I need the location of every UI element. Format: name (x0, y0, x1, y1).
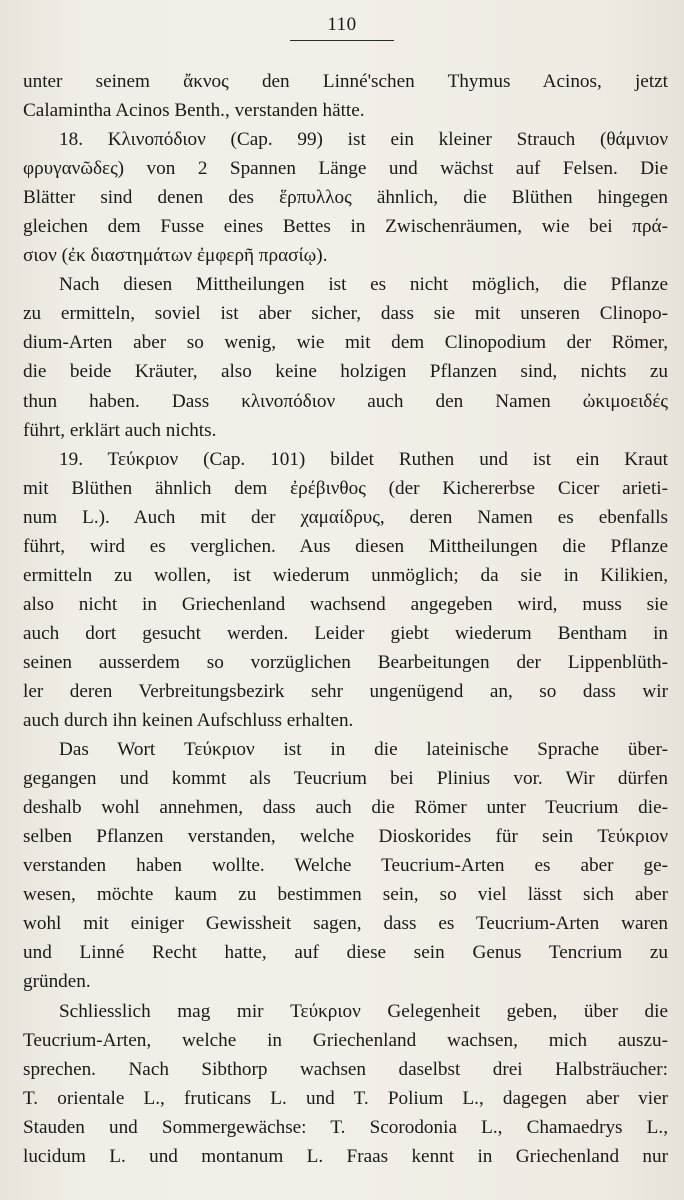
text-line: also nicht in Griechenland wachsend angegeben wird, muss sie (23, 593, 668, 615)
text-line: Teucrium-Arten, welche in Griechenland wachsen, mich auszu- (23, 1029, 668, 1051)
text-line: num L.). Auch mit der χαμαίδρυς, deren Namen es ebenfalls (23, 506, 668, 528)
text-line: zu ermitteln, soviel ist aber sicher, dass sie mit unseren Clinopo- (23, 303, 668, 325)
text-line: die beide Kräuter, also keine holzigen Pflanzen sind, nichts zu (23, 361, 668, 383)
text-line: gleichen dem Fusse eines Bettes in Zwischenräumen, wie bei πρά- (23, 216, 668, 238)
text-line: gründen. (23, 971, 91, 993)
text-line: T. orientale L., fruticans L. und T. Polium L., dagegen aber vier (23, 1087, 668, 1109)
text-line: σιον (ἐκ διαστημάτων ἐμφερῆ πρασίῳ). (23, 245, 328, 267)
text-line: 19. Τεύκριον (Cap. 101) bildet Ruthen und ist ein Kraut (59, 448, 668, 470)
text-line: dium-Arten aber so wenig, wie mit dem Clinopodium der Römer, (23, 332, 668, 354)
text-line: unter seinem ἄκνος den Linné'schen Thymus Acinos, jetzt (23, 71, 668, 92)
text-line: lucidum L. und montanum L. Fraas kennt in Griechenland nur (23, 1145, 668, 1167)
text-line: ler deren Verbreitungsbezirk sehr ungenügend an, so dass wir (23, 680, 668, 702)
text-line: sprechen. Nach Sibthorp wachsen daselbst drei Halbsträucher: (23, 1058, 668, 1080)
text-line: seinen ausserdem so vorzüglichen Bearbeitungen der Lippenblüth- (23, 651, 668, 673)
text-line: Blätter sind denen des ἕρπυλλος ähnlich, die Blüthen hingegen (23, 187, 668, 209)
text-line: φρυγανῶδες) von 2 Spannen Länge und wächst auf Felsen. Die (23, 158, 668, 180)
text-line: verstanden haben wollte. Welche Teucrium-Arten es aber ge- (23, 855, 668, 877)
text-line: und Linné Recht hatte, auf diese sein Genus Tencrium zu (23, 942, 668, 964)
text-line: ermitteln zu wollen, ist wiederum unmöglich; da sie in Kilikien, (23, 564, 668, 586)
text-line: thun haben. Dass κλινοπόδιον auch den Namen ὠκιμοειδές (23, 390, 668, 412)
page-number: 110 (327, 14, 357, 35)
text-line: Nach diesen Mittheilungen ist es nicht möglich, die Pflanze (59, 274, 668, 296)
text-line: Stauden und Sommergewächse: T. Scorodonia L., Chamaedrys L., (23, 1116, 668, 1138)
header-rule (290, 40, 394, 41)
text-line: wohl mit einiger Gewissheit sagen, dass es Teucrium-Arten waren (23, 913, 668, 935)
text-line: auch dort gesucht werden. Leider giebt wiederum Bentham in (23, 622, 668, 644)
text-line: gegangen und kommt als Teucrium bei Plinius vor. Wir dürfen (23, 768, 668, 790)
text-line: selben Pflanzen verstanden, welche Dioskorides für sein Τεύκριον (23, 826, 668, 848)
text-line: deshalb wohl annehmen, dass auch die Römer unter Teucrium die- (23, 797, 668, 819)
text-line: Das Wort Τεύκριον ist in die lateinische Sprache über- (59, 739, 668, 761)
body-text (23, 67, 668, 1171)
text-line: führt, erklärt auch nichts. (23, 419, 217, 441)
text-line: mit Blüthen ähnlich dem ἐρέβινθος (der Kichererbse Cicer arieti- (23, 477, 668, 499)
text-line: 18. Κλινοπόδιον (Cap. 99) ist ein kleiner Strauch (θάμνιον (59, 129, 668, 151)
text-line: Schliesslich mag mir Τεύκριον Gelegenheit geben, über die (59, 1000, 668, 1022)
text-line: auch durch ihn keinen Aufschluss erhalten. (23, 710, 354, 732)
text-line: Calamintha Acinos Benth., verstanden hätte. (23, 100, 365, 122)
text-line: wesen, möchte kaum zu bestimmen sein, so viel lässt sich aber (23, 884, 668, 906)
text-line: führt, wird es verglichen. Aus diesen Mittheilungen die Pflanze (23, 535, 668, 557)
